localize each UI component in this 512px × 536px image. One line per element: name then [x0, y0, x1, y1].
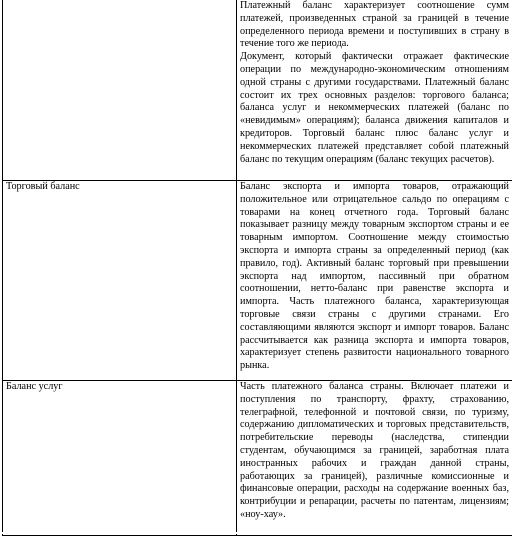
- definition-paragraph: Часть платежного баланса страны. Включает платежи и поступления по транспорту, фрахту, страхованию, телеграфной, телефонной и почтовой связи, по туризму, содержанию дипломатических и торговых представительств, потребительские переводы (наследства, стипендии студентам, обучающимся за границей, заработная плата иностранных рабочих и граждан данной страны, работающих за границей), различные комиссионные и финансовые операции, расходы на содержание военных баз, контрибуции и репарации, расчеты по патентам, лицензиям; «ноу-хау».: [240, 381, 509, 522]
- term-label: Баланс услуг: [6, 381, 63, 392]
- definition-cell: [237, 181, 512, 381]
- term-cell: [3, 181, 237, 381]
- term-cell: [3, 0, 237, 181]
- term-label: Торговый баланс: [6, 181, 80, 192]
- definition-paragraph: Баланс экспорта и импорта товаров, отражающий положительное или отрицательное сальдо по операциям с товарами на конец отчетного года. Торговый баланс показывает разницу между товарным экспортом страны и ее товарным импортом. Соотношение между стоимостью экспорта и импорта страны за определенный период (как правило, год). Активный баланс торговый при превышении экспорта над импортом, пассивный при обратном соотношении, нетто-баланс при равенстве экспорта и импорта. Часть платежного баланса, характеризующая торговые связи страны с другими странами. Его составляющими являются экспорт и импорт товаров. Баланс рассчитывается как разница экспорта и импорта товаров, характеризует степень развитости национального товарного рынка.: [240, 181, 509, 373]
- definition-cell: [237, 381, 512, 536]
- table-row: [3, 0, 512, 181]
- definition-paragraph: Платежный баланс характеризует соотношение сумм платежей, произведенных страной за границей в течение определенного периода времени и поступивших в страну в течение того же периода.: [240, 0, 509, 51]
- terms-table: [2, 0, 512, 536]
- term-cell: [3, 381, 237, 536]
- definition-cell: [237, 0, 512, 181]
- table-row: [3, 181, 512, 381]
- table-row: [3, 381, 512, 536]
- definition-paragraph: Документ, который фактически отражает фактические операции по международно-экономическим отношениям одной страны с другими государствами. Платежный баланс состоит их трех основных разделов: торгового баланса; баланса услуг и некоммерческих платежей (баланс по «невидимым» операциям); баланса движения капиталов и кредиторов. Торговый баланс плюс баланс услуг и некоммерческих платежей представляет собой платежный баланс по текущим операциям (баланс текущих расчетов).: [240, 51, 509, 166]
